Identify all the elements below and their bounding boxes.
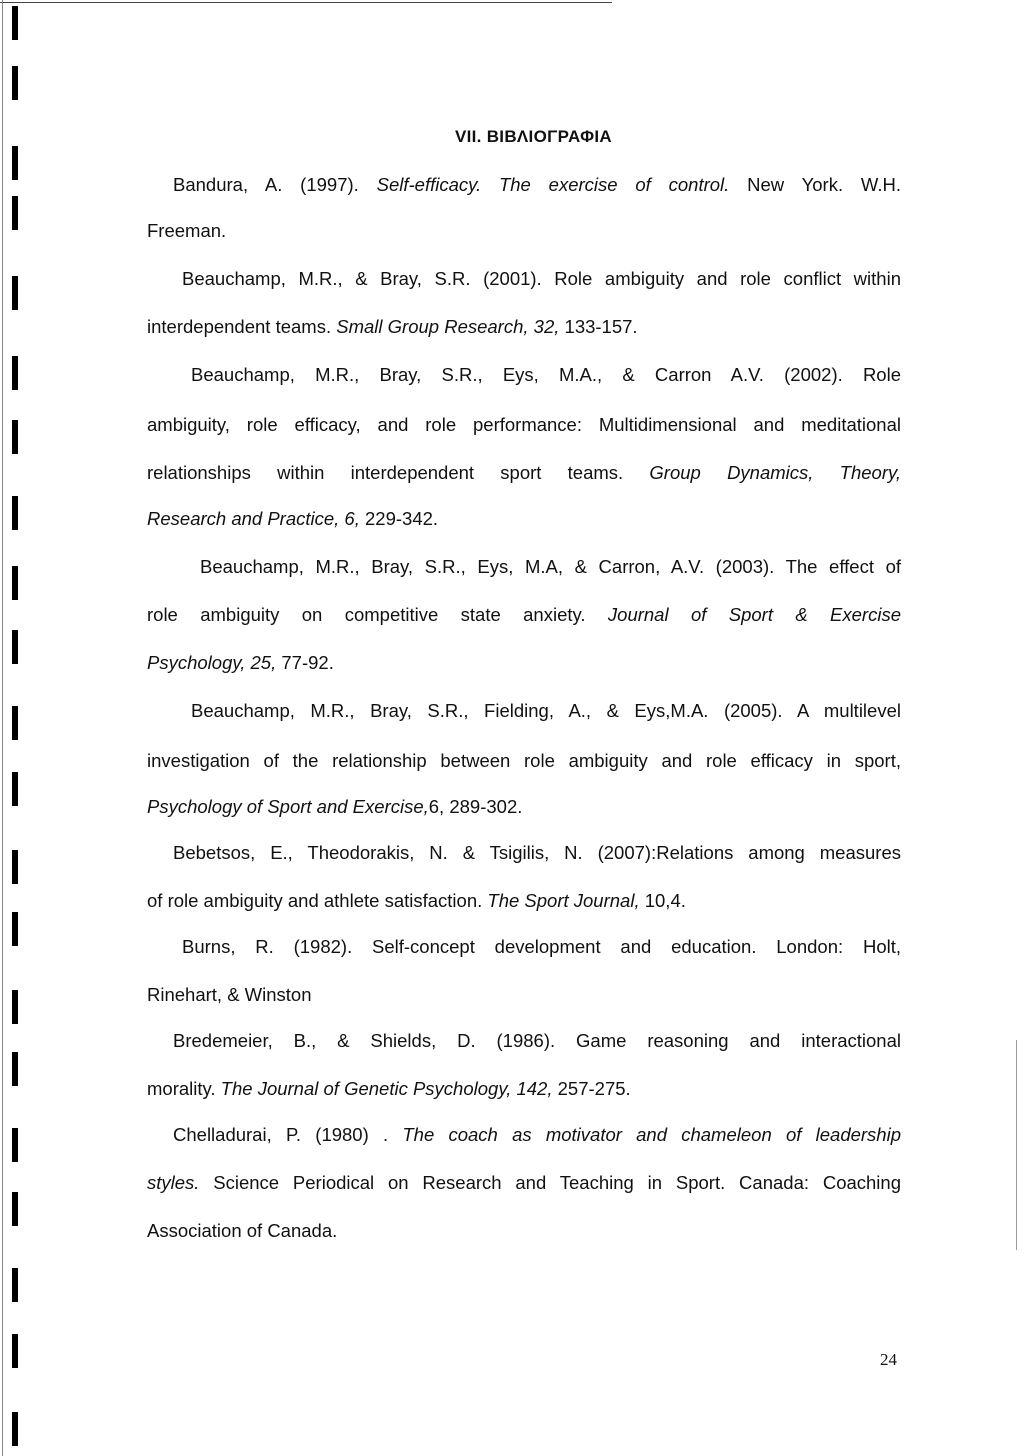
- reference-italic-text: Research and Practice, 6,: [147, 508, 360, 529]
- reference-entry-line: [147, 462, 901, 484]
- reference-entry-first-line: [191, 364, 901, 386]
- reference-entry-line: [147, 414, 901, 436]
- reference-entry-line: [147, 220, 226, 242]
- page-number: 24: [880, 1350, 897, 1369]
- reference-text: investigation of the relationship between role ambiguity and role efficacy in sport,: [147, 750, 901, 771]
- binding-mark: [12, 1052, 18, 1086]
- reference-entry-line: [147, 508, 438, 530]
- reference-text: Chelladurai, P. (1980) .: [173, 1124, 403, 1145]
- reference-entry-first-line: [182, 936, 901, 958]
- reference-italic-text: styles.: [147, 1172, 200, 1193]
- binding-mark: [12, 420, 18, 454]
- reference-entry-first-line: [173, 174, 901, 196]
- reference-entry-line: [147, 604, 901, 626]
- reference-text: Association of Canada.: [147, 1220, 338, 1241]
- scan-top-rule: [0, 2, 612, 3]
- binding-mark: [12, 1128, 18, 1162]
- reference-italic-text: Psychology of Sport and Exercise,: [147, 796, 429, 817]
- reference-entry-first-line: [200, 556, 901, 578]
- binding-mark: [12, 496, 18, 530]
- reference-entry-first-line: [182, 268, 901, 290]
- reference-text: 133-157.: [559, 316, 638, 337]
- reference-text: ambiguity, role efficacy, and role performance: Multidimensional and meditational: [147, 414, 901, 435]
- binding-mark: [12, 66, 18, 100]
- binding-mark: [12, 146, 18, 180]
- reference-entry-first-line: [191, 700, 901, 722]
- reference-entry-line: [147, 1078, 631, 1100]
- reference-italic-text: The coach as motivator and chameleon of leadership: [402, 1124, 901, 1145]
- binding-mark: [12, 356, 18, 390]
- reference-text: Science Periodical on Research and Teaching in Sport. Canada: Coaching: [199, 1172, 901, 1193]
- reference-text: 10,4.: [639, 890, 686, 911]
- binding-mark: [12, 1412, 18, 1446]
- scan-right-mark: [1016, 1040, 1017, 1250]
- reference-italic-text: Journal of Sport & Exercise: [607, 604, 901, 625]
- reference-text: Bandura, A. (1997).: [173, 174, 377, 195]
- binding-mark: [12, 566, 18, 600]
- reference-entry-line: [147, 750, 901, 772]
- binding-mark: [12, 630, 18, 664]
- binding-mark: [12, 850, 18, 884]
- reference-text: 229-342.: [359, 508, 439, 529]
- reference-text: morality.: [147, 1078, 221, 1099]
- binding-mark: [12, 1268, 18, 1302]
- binding-mark: [12, 1192, 18, 1226]
- reference-text: Burns, R. (1982). Self-concept development and education. London: Holt,: [182, 936, 901, 957]
- binding-mark: [12, 706, 18, 740]
- reference-entry-line: [147, 1220, 337, 1242]
- binding-mark: [12, 912, 18, 946]
- reference-italic-text: Small Group Research, 32,: [336, 316, 560, 337]
- binding-mark: [12, 276, 18, 310]
- reference-text: Beauchamp, M.R., Bray, S.R., Fielding, A., & Eys,M.A. (2005). A multilevel: [191, 700, 901, 721]
- reference-entry-line: [147, 890, 686, 912]
- section-heading: VII. ΒΙΒΛΙΟΓΡΑΦΙΑ: [455, 127, 612, 146]
- reference-entry-line: [147, 316, 638, 338]
- reference-text: Bredemeier, B., & Shields, D. (1986). Game reasoning and interactional: [173, 1030, 901, 1051]
- reference-entry-first-line: [173, 1030, 901, 1052]
- reference-entry-line: [147, 1172, 901, 1194]
- binding-mark: [12, 196, 18, 230]
- reference-italic-text: Self-efficacy. The exercise of control.: [376, 174, 730, 195]
- reference-text: Beauchamp, M.R., Bray, S.R., Eys, M.A., & Carron A.V. (2002). Role: [191, 364, 901, 385]
- scan-left-edge: [2, 0, 3, 1456]
- reference-text: Bebetsos, E., Theodorakis, N. & Tsigilis, N. (2007):Relations among measures: [173, 842, 901, 863]
- reference-text: role ambiguity on competitive state anxiety.: [147, 604, 608, 625]
- binding-mark: [12, 990, 18, 1024]
- reference-text: relationships within interdependent sport teams.: [147, 462, 650, 483]
- reference-entry-line: [147, 796, 522, 818]
- reference-italic-text: Group Dynamics, Theory,: [649, 462, 901, 483]
- reference-text: interdependent teams.: [147, 316, 337, 337]
- reference-italic-text: Psychology, 25,: [147, 652, 277, 673]
- reference-italic-text: The Sport Journal,: [487, 890, 640, 911]
- reference-text: 257-275.: [552, 1078, 631, 1099]
- binding-mark: [12, 6, 18, 40]
- reference-text: of role ambiguity and athlete satisfaction.: [147, 890, 488, 911]
- reference-entry-line: [147, 984, 312, 1006]
- reference-text: Rinehart, & Winston: [147, 984, 312, 1005]
- reference-text: Beauchamp, M.R., & Bray, S.R. (2001). Role ambiguity and role conflict within: [182, 268, 901, 289]
- reference-entry-first-line: [173, 1124, 901, 1146]
- reference-text: 6, 289-302.: [428, 796, 523, 817]
- binding-mark: [12, 772, 18, 806]
- reference-text: 77-92.: [276, 652, 334, 673]
- reference-entry-line: [147, 652, 334, 674]
- binding-mark: [12, 1334, 18, 1368]
- reference-italic-text: The Journal of Genetic Psychology, 142,: [220, 1078, 553, 1099]
- reference-entry-first-line: [173, 842, 901, 864]
- reference-text: Freeman.: [147, 220, 227, 241]
- reference-text: Beauchamp, M.R., Bray, S.R., Eys, M.A, & Carron, A.V. (2003). The effect of: [200, 556, 901, 577]
- reference-text: New York. W.H.: [729, 174, 901, 195]
